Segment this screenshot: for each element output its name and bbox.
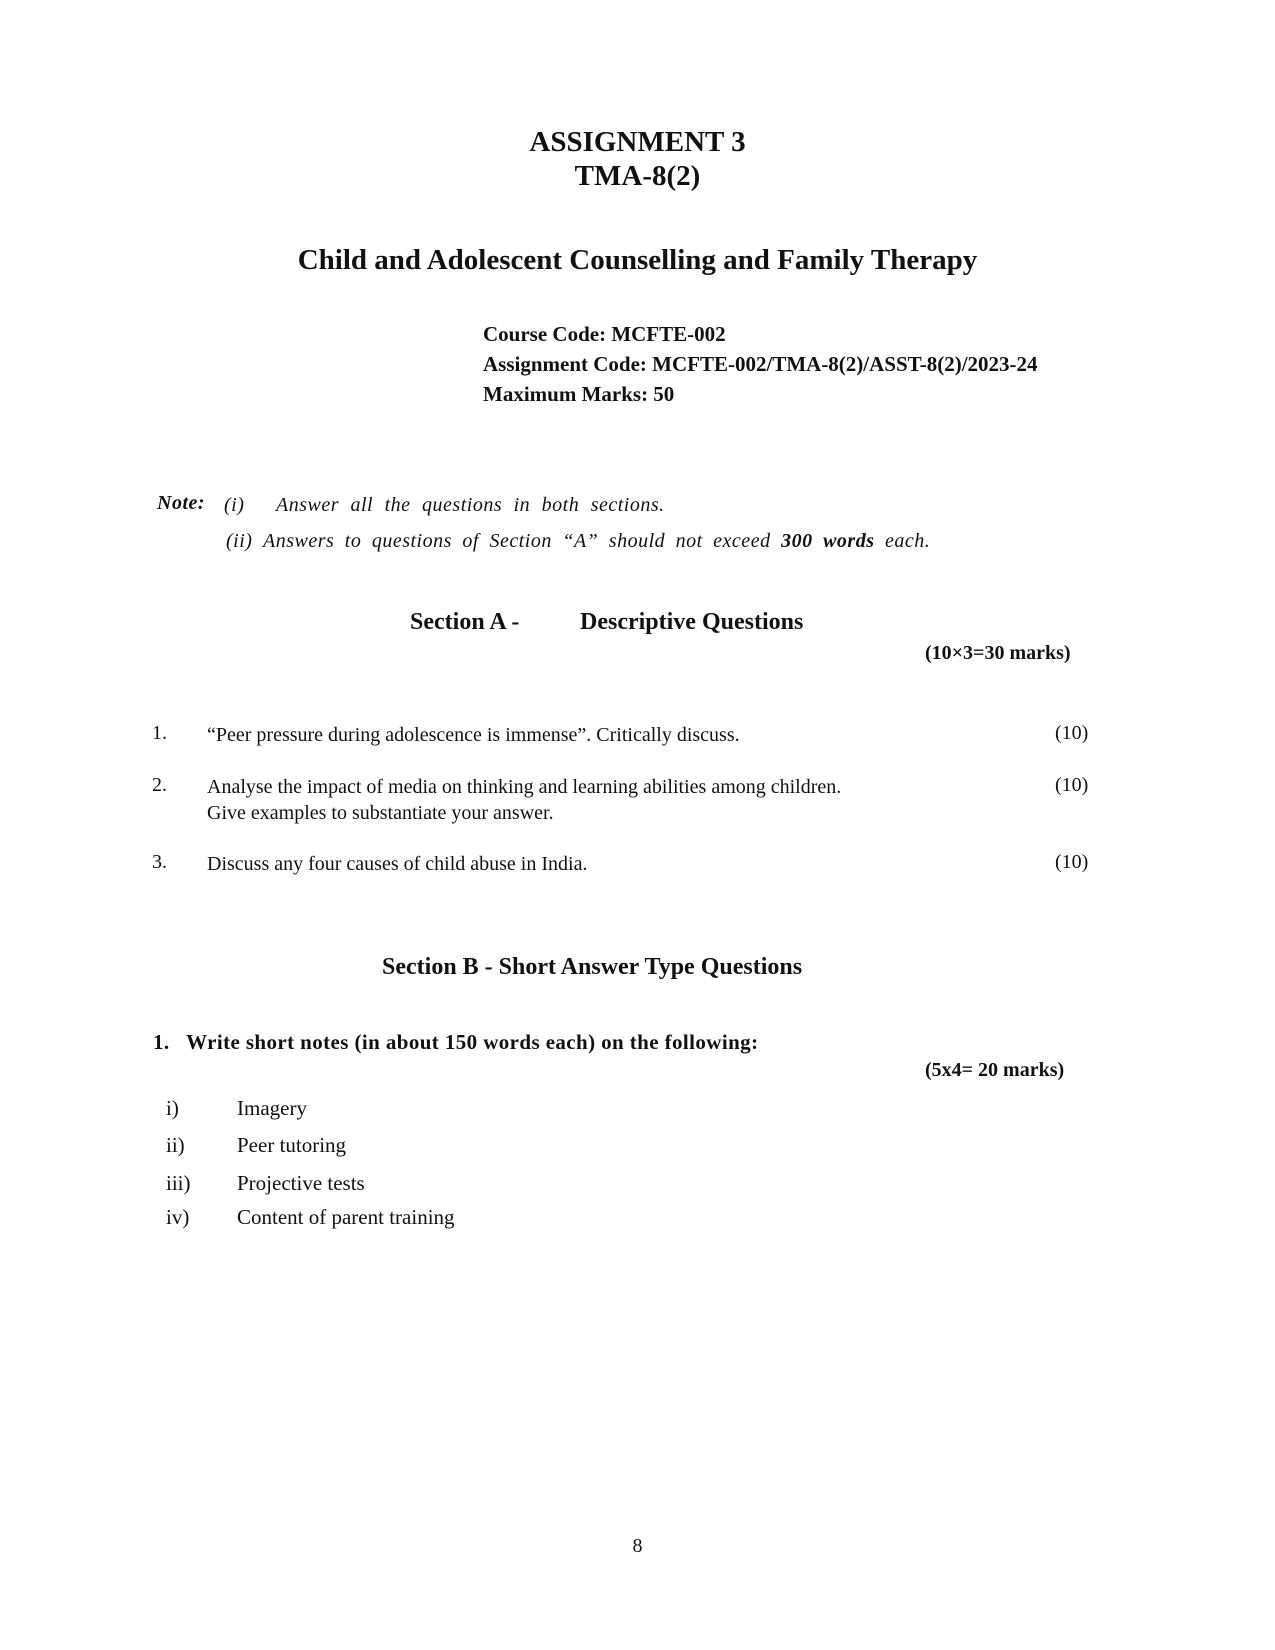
list-item: Projective tests bbox=[237, 1171, 365, 1195]
assignment-code: Assignment Code: MCFTE-002/TMA-8(2)/ASST-8(2)/2023-24 bbox=[483, 352, 1038, 376]
list-item: Peer tutoring bbox=[237, 1133, 347, 1157]
list-item-number: iv) bbox=[166, 1205, 190, 1229]
note-emphasis: 300 words bbox=[781, 530, 875, 552]
note-item-text bbox=[263, 530, 930, 553]
question-text: Discuss any four causes of child abuse in India. bbox=[207, 853, 588, 875]
section-a-marks: (10×3=30 marks) bbox=[925, 642, 1071, 664]
question-number: 2. bbox=[152, 774, 167, 796]
maximum-marks: Maximum Marks: 50 bbox=[483, 382, 675, 406]
question-marks: (10) bbox=[1055, 774, 1089, 796]
assignment-title: ASSIGNMENT 3 bbox=[529, 126, 746, 158]
section-a-title: Descriptive Questions bbox=[580, 609, 804, 635]
section-a-label: Section A - bbox=[410, 609, 520, 635]
note-text-part: each. bbox=[874, 530, 931, 552]
list-item-number: iii) bbox=[166, 1171, 191, 1195]
subject-title: Child and Adolescent Counselling and Family Therapy bbox=[297, 244, 978, 276]
question-marks: (10) bbox=[1055, 722, 1089, 744]
list-item: Imagery bbox=[237, 1096, 307, 1120]
course-code: Course Code: MCFTE-002 bbox=[483, 322, 726, 346]
question-text-continued: Give examples to substantiate your answer. bbox=[207, 802, 554, 824]
note-item-text: Answer all the questions in both sections. bbox=[276, 494, 665, 516]
note-text-part: Answers to questions of Section “A” should not exceed bbox=[263, 530, 782, 552]
question-number: 1. bbox=[152, 722, 167, 744]
question-number: 3. bbox=[152, 851, 167, 873]
note-label: Note: bbox=[157, 492, 206, 514]
note-item-number: (ii) bbox=[226, 530, 253, 552]
section-b-marks: (5x4= 20 marks) bbox=[925, 1059, 1065, 1081]
list-item-number: ii) bbox=[166, 1133, 185, 1157]
question-text: Analyse the impact of media on thinking and learning abilities among children. bbox=[207, 776, 842, 798]
page-number: 8 bbox=[632, 1535, 643, 1557]
tma-code: TMA-8(2) bbox=[574, 160, 701, 192]
note-item-number: (i) bbox=[224, 494, 245, 516]
list-item-number: i) bbox=[166, 1096, 179, 1120]
section-b-question: 1. Write short notes (in about 150 words each) on the following: bbox=[153, 1030, 759, 1054]
question-text: “Peer pressure during adolescence is immense”. Critically discuss. bbox=[207, 724, 740, 746]
section-b-title: Section B - Short Answer Type Questions bbox=[382, 954, 803, 980]
list-item: Content of parent training bbox=[237, 1205, 455, 1229]
question-marks: (10) bbox=[1055, 851, 1089, 873]
